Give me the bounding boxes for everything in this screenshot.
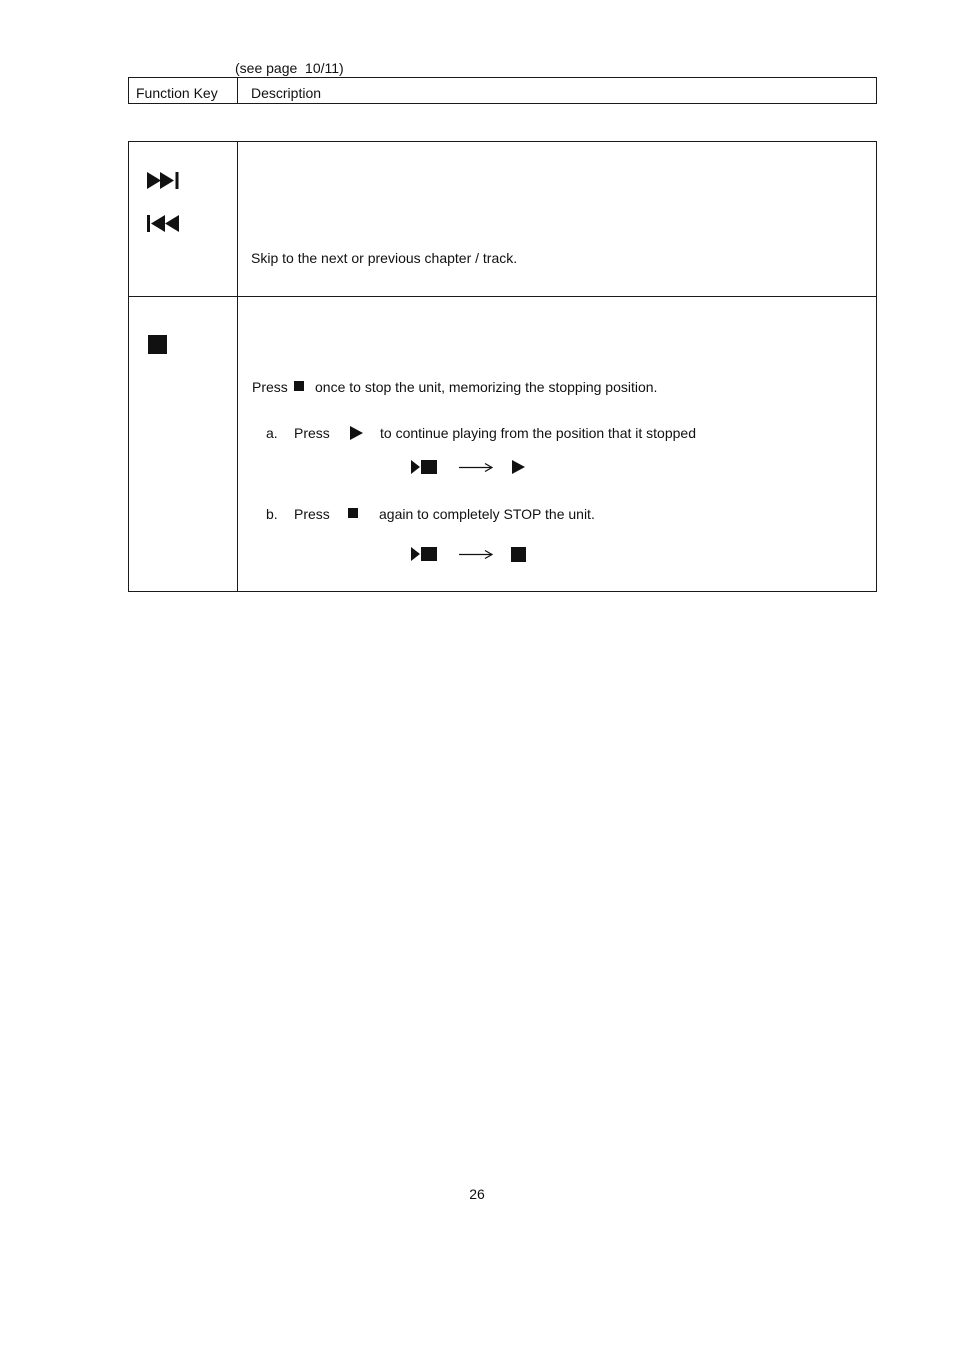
intro-stop-description: once to stop the unit, memorizing the stopping position. bbox=[315, 379, 658, 395]
function-table bbox=[128, 141, 877, 592]
page-number: 26 bbox=[469, 1186, 485, 1202]
column-divider bbox=[237, 142, 238, 591]
skip-description: Skip to the next or previous chapter / track. bbox=[251, 250, 518, 266]
description-header: Description bbox=[251, 85, 322, 101]
previous-track-icon bbox=[147, 215, 181, 232]
resume-icon bbox=[411, 546, 439, 562]
resume-icon bbox=[411, 459, 439, 475]
row-divider bbox=[129, 296, 876, 297]
step-a-marker: a. bbox=[266, 425, 278, 441]
step-b-text: again to completely STOP the unit. bbox=[379, 506, 595, 522]
stop-icon bbox=[148, 335, 167, 354]
step-b-press-label: Press bbox=[294, 506, 330, 522]
stop-icon bbox=[348, 508, 358, 518]
header-table bbox=[128, 77, 877, 104]
stop-icon bbox=[294, 381, 304, 391]
page-reference-note: (see page 10/11) bbox=[235, 60, 344, 76]
stop-icon bbox=[511, 547, 526, 562]
step-a-press-label: Press bbox=[294, 425, 330, 441]
arrow-right-icon bbox=[458, 549, 494, 560]
step-a-text: to continue playing from the position that it stopped bbox=[380, 425, 696, 441]
arrow-right-icon bbox=[458, 462, 494, 473]
header-divider bbox=[237, 78, 238, 103]
intro-press-label: Press bbox=[252, 379, 288, 395]
play-icon bbox=[350, 426, 363, 440]
next-track-icon bbox=[147, 172, 181, 189]
play-icon bbox=[512, 460, 525, 474]
function-key-header: Function Key bbox=[136, 85, 218, 101]
step-b-marker: b. bbox=[266, 506, 278, 522]
